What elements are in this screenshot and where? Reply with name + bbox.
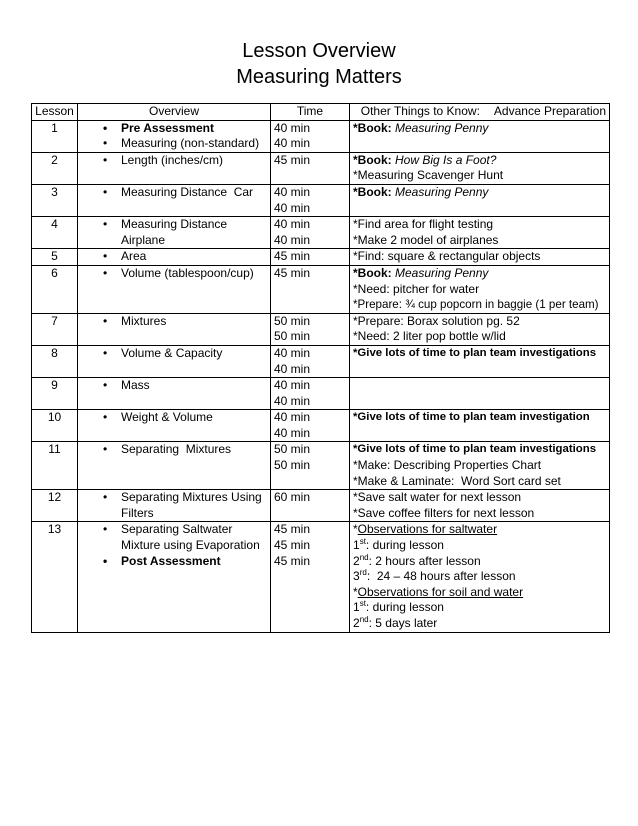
book-line	[353, 121, 606, 137]
note-text: : 24 – 48 hours after lesson	[366, 569, 516, 584]
table-header-row	[32, 104, 610, 121]
list-item: • Mixtures	[81, 314, 267, 330]
time-cell	[271, 490, 350, 522]
note-line: *Find area for flight testing	[353, 217, 494, 232]
table-row	[32, 184, 610, 216]
lesson-number: 10	[32, 410, 78, 442]
book-title: Measuring Penny	[395, 265, 489, 280]
list-item: • Weight & Volume	[81, 410, 267, 426]
list-item: • Separating Mixtures	[81, 442, 267, 458]
note-line: *Save salt water for next lesson	[353, 490, 522, 505]
time-cell	[271, 442, 350, 490]
lesson-number: 11	[32, 442, 78, 490]
list-item: • Volume & Capacity	[81, 346, 267, 362]
note-line: *Need: pitcher for water	[353, 281, 480, 296]
list-item	[81, 522, 267, 553]
list-item: • Volume (tablespoon/cup)	[81, 266, 267, 282]
time-cell	[271, 345, 350, 377]
lesson-number: 13	[32, 522, 78, 632]
overview-cell	[78, 152, 271, 184]
ordinal-number: 1	[353, 538, 360, 553]
time-cell	[271, 217, 350, 249]
observation-heading: Observations for saltwater	[357, 522, 498, 537]
list-item: • Measuring (non-standard)	[81, 136, 267, 152]
time-cell	[271, 265, 350, 313]
note-text: : during lesson	[365, 600, 444, 615]
other-cell	[350, 184, 610, 216]
list-item: • Area	[81, 249, 267, 265]
list-item-line: • Measuring Distance	[121, 217, 228, 232]
time-value: 40 min	[274, 345, 311, 360]
list-item: • Length (inches/cm)	[81, 153, 267, 169]
list-item	[81, 217, 267, 248]
book-title: Measuring Penny	[395, 120, 489, 135]
list-item: • Pre Assessment	[81, 121, 267, 137]
ordinal-suffix: rd	[359, 568, 367, 578]
list-item-line: • Separating Mixtures Using	[121, 490, 262, 505]
note-line: *Find: square & rectangular objects	[353, 249, 541, 264]
ordinal-suffix: nd	[359, 615, 369, 624]
list-item-line: Filters	[121, 505, 154, 520]
time-value: 45 min	[274, 553, 311, 568]
other-cell	[350, 378, 610, 410]
other-cell	[350, 217, 610, 249]
time-cell	[271, 313, 350, 345]
table-row	[32, 120, 610, 152]
other-cell	[350, 522, 610, 632]
title-block	[0, 38, 638, 90]
note-text: : 2 hours after lesson	[368, 553, 481, 568]
note-line	[353, 600, 606, 616]
time-value: 60 min	[274, 490, 311, 505]
note-line: *Give lots of time to plan team investigations	[353, 443, 597, 456]
table-row	[32, 152, 610, 184]
time-value: 40 min	[274, 232, 311, 247]
observation-heading: Observations for soil and water	[357, 584, 524, 599]
time-value: 40 min	[274, 378, 311, 393]
lesson-number: 3	[32, 184, 78, 216]
table-row	[32, 410, 610, 442]
other-cell	[350, 442, 610, 490]
header-advance-label: Advance Preparation	[493, 104, 606, 118]
note-text: : 5 days later	[368, 616, 438, 630]
overview-cell	[78, 265, 271, 313]
list-item: • Measuring Distance Car	[81, 185, 267, 201]
time-value: 50 min	[274, 329, 311, 344]
time-value: 40 min	[274, 184, 311, 199]
lesson-number: 9	[32, 378, 78, 410]
time-value: 45 min	[274, 265, 311, 280]
book-title: Measuring Penny	[395, 184, 489, 199]
star-mark: *	[353, 522, 358, 537]
time-cell	[271, 522, 350, 632]
ordinal-number: 2	[353, 616, 360, 630]
list-item: • Mass	[81, 378, 267, 394]
ordinal-suffix: st	[359, 537, 366, 547]
ordinal-number: 3	[353, 569, 360, 584]
time-value: 50 min	[274, 458, 311, 473]
time-value: 45 min	[274, 249, 311, 264]
other-cell	[350, 313, 610, 345]
page-title: Lesson Overview	[242, 40, 396, 62]
lesson-number: 12	[32, 490, 78, 522]
ordinal-number: 2	[353, 553, 360, 568]
time-cell	[271, 152, 350, 184]
overview-cell	[78, 490, 271, 522]
lesson-number: 4	[32, 217, 78, 249]
note-line	[353, 585, 606, 601]
time-value: 40 min	[274, 410, 311, 425]
table-row	[32, 490, 610, 522]
overview-cell	[78, 345, 271, 377]
book-title: How Big Is a Foot?	[395, 152, 497, 167]
note-line: *Measuring Scavenger Hunt	[353, 168, 504, 183]
overview-cell	[78, 120, 271, 152]
star-mark: *	[353, 584, 358, 599]
other-cell	[350, 410, 610, 442]
header-time: Time	[271, 104, 350, 121]
book-line	[353, 266, 606, 282]
note-line: *Make 2 model of airplanes	[353, 232, 499, 247]
note-line	[353, 554, 606, 570]
time-value: 40 min	[274, 136, 311, 151]
overview-cell	[78, 442, 271, 490]
note-line: *Give lots of time to plan team investigation	[353, 411, 590, 424]
note-line	[353, 616, 606, 632]
note-line: *Make & Laminate: Word Sort card set	[353, 473, 561, 488]
overview-cell	[78, 184, 271, 216]
time-value: 40 min	[274, 120, 311, 135]
overview-cell	[78, 410, 271, 442]
note-text: : during lesson	[365, 538, 444, 553]
time-cell	[271, 378, 350, 410]
other-cell	[350, 249, 610, 266]
lesson-number: 6	[32, 265, 78, 313]
note-line: *Give lots of time to plan team investigations	[353, 346, 597, 359]
time-value: 45 min	[274, 538, 311, 553]
overview-cell	[78, 522, 271, 632]
note-line: *Prepare: ¾ cup popcorn in baggie (1 per team)	[353, 298, 599, 312]
time-value: 40 min	[274, 361, 311, 376]
table-row	[32, 313, 610, 345]
time-cell	[271, 184, 350, 216]
time-value: 40 min	[274, 393, 311, 408]
lesson-number: 1	[32, 120, 78, 152]
overview-cell	[78, 378, 271, 410]
lesson-number: 2	[32, 152, 78, 184]
book-label: *Book:	[353, 152, 392, 167]
book-line	[353, 153, 606, 169]
time-value: 45 min	[274, 152, 311, 167]
header-overview: Overview	[78, 104, 271, 121]
list-item-line: Airplane	[121, 232, 166, 247]
page-subtitle: Measuring Matters	[236, 66, 402, 88]
time-cell	[271, 120, 350, 152]
header-other-label: Other Things to Know:	[360, 104, 480, 118]
other-cell	[350, 120, 610, 152]
time-value: 40 min	[274, 217, 311, 232]
book-label: *Book:	[353, 120, 392, 135]
other-cell	[350, 265, 610, 313]
book-label: *Book:	[353, 184, 392, 199]
other-cell	[350, 345, 610, 377]
other-cell	[350, 152, 610, 184]
overview-cell	[78, 217, 271, 249]
table-row	[32, 217, 610, 249]
list-item	[81, 490, 267, 521]
ordinal-number: 1	[353, 600, 360, 615]
lesson-overview-table	[31, 103, 610, 633]
note-line	[353, 538, 606, 554]
lesson-number: 7	[32, 313, 78, 345]
book-line	[353, 185, 606, 201]
note-line	[353, 522, 606, 538]
table-row	[32, 522, 610, 632]
note-line: *Need: 2 liter pop bottle w/lid	[353, 329, 506, 344]
lesson-number: 5	[32, 249, 78, 266]
table-row	[32, 345, 610, 377]
other-cell	[350, 490, 610, 522]
time-cell	[271, 249, 350, 266]
note-line	[353, 569, 606, 585]
time-value: 45 min	[274, 522, 311, 537]
table-row	[32, 265, 610, 313]
note-line: *Save coffee filters for next lesson	[353, 505, 535, 520]
overview-cell	[78, 249, 271, 266]
list-item-line: • Separating Saltwater	[121, 522, 233, 537]
list-item: • Post Assessment	[81, 554, 267, 570]
table-row	[32, 249, 610, 266]
time-value: 50 min	[274, 313, 311, 328]
header-lesson: Lesson	[32, 104, 78, 121]
time-value: 40 min	[274, 200, 311, 215]
table-row	[32, 442, 610, 490]
time-cell	[271, 410, 350, 442]
lesson-number: 8	[32, 345, 78, 377]
ordinal-suffix: nd	[359, 552, 369, 562]
time-value: 40 min	[274, 425, 311, 440]
list-item-line: Mixture using Evaporation	[121, 538, 260, 553]
header-other	[350, 104, 610, 121]
ordinal-suffix: st	[359, 599, 366, 609]
overview-cell	[78, 313, 271, 345]
note-line: *Make: Describing Properties Chart	[353, 458, 542, 473]
book-label: *Book:	[353, 265, 392, 280]
table-row	[32, 378, 610, 410]
note-line: *Prepare: Borax solution pg. 52	[353, 313, 520, 328]
time-value: 50 min	[274, 442, 311, 457]
